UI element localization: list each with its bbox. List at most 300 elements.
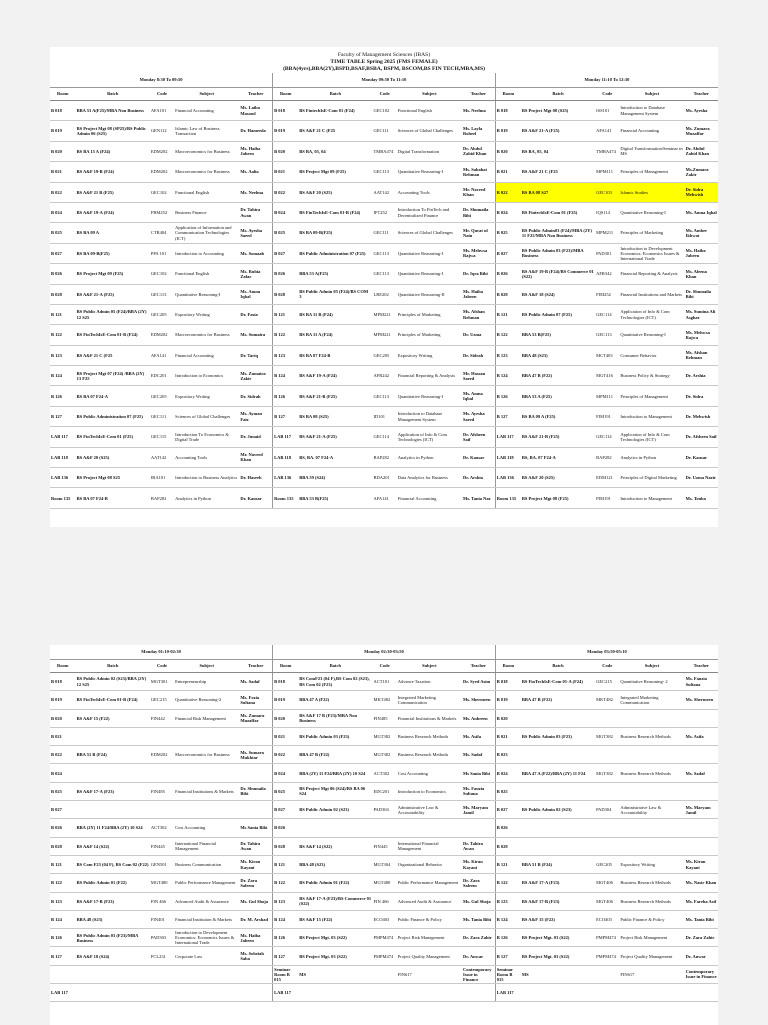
batch-cell: BS A&F 17-A (F23)	[521, 874, 595, 892]
room-cell: B 019	[495, 691, 521, 709]
teacher-cell: Ms. Zumara Muzaffar	[685, 121, 718, 141]
column-header: Code	[595, 660, 619, 673]
batch-cell	[521, 782, 595, 800]
subject-cell: Principles of Management	[619, 162, 684, 182]
batch-cell: BS Public Admin 03 (F23)	[298, 727, 372, 745]
subject-cell: Business Research Methods	[397, 727, 462, 745]
subject-cell: Islamic Law of Business Transaction	[174, 121, 239, 141]
room-cell: B 126	[495, 386, 521, 406]
code-cell	[595, 819, 619, 837]
code-cell: TMBA474	[372, 141, 396, 161]
batch-cell: MS	[298, 965, 372, 983]
subject-cell: Sciences of Global Challenges	[397, 223, 462, 243]
batch-cell	[521, 746, 595, 764]
room-cell: B 020	[273, 709, 299, 727]
batch-cell: BS A&F 21 B (F25)	[76, 182, 150, 202]
table-row	[50, 447, 718, 467]
subject-cell: Consumer Behavior	[619, 345, 684, 365]
room-cell: B 021	[495, 162, 521, 182]
teacher-cell: Ms. Fauzia Sultana	[685, 673, 718, 691]
table-row	[50, 223, 718, 243]
room-cell: B 026	[495, 819, 521, 837]
subject-cell: Business Research Methods	[619, 874, 684, 892]
code-cell: FIN485	[372, 709, 396, 727]
teacher-cell: Ms. Shermeen	[685, 691, 718, 709]
subject-cell: Introduction to Development Economics: Economics Issues & International Trade	[174, 929, 239, 947]
code-cell: GEC205	[150, 304, 174, 324]
day-slot-header: Monday 11:10 To 12:30	[495, 73, 718, 88]
subject-cell: Quantitative Reasoning- 2	[619, 673, 684, 691]
table-row	[50, 764, 718, 782]
teacher-cell: Dr. Shumaila Bibi	[239, 782, 272, 800]
room-cell: B 019	[273, 691, 299, 709]
code-cell: PPA 101	[150, 243, 174, 263]
room-cell: B 020	[50, 709, 76, 727]
teacher-cell: Mr. Naveed Khan	[239, 447, 272, 467]
table-row	[50, 709, 718, 727]
batch-cell: BS Project Mgt. 03 (S22)	[298, 947, 372, 965]
room-cell: B 025	[50, 782, 76, 800]
batch-cell: BS BA 08 S27	[521, 182, 595, 202]
teacher-cell: Dr. Arshia	[685, 366, 718, 386]
room-cell: B 028	[495, 284, 521, 304]
code-cell: EDC201	[150, 366, 174, 386]
subject-cell: Financial Reporting & Analysis	[397, 366, 462, 386]
batch-cell: BS A&F 17-A (F23)/BS Commerce 01 (S22)	[298, 892, 372, 910]
batch-cell: BS Public Admin 05 (F24)/BS COM 3	[298, 284, 372, 304]
table-row	[50, 243, 718, 263]
batch-cell: BS A&F 21-A (F25)	[521, 121, 595, 141]
teacher-cell: Dr. Fasia	[239, 304, 272, 324]
room-cell: B 022	[273, 746, 299, 764]
batch-cell: BS A&F 17-B (F23)	[76, 892, 150, 910]
teacher-cell: Dr. Tariq	[239, 345, 272, 365]
room-cell: B 028	[273, 284, 299, 304]
batch-cell: BS A&F 21-A (F25)	[298, 427, 372, 447]
code-cell: ECO403	[372, 910, 396, 928]
room-cell: B 123	[495, 892, 521, 910]
batch-cell: BS A&F 21-B (F25)	[298, 386, 372, 406]
teacher-cell: Dr. Kausar	[462, 447, 495, 467]
subject-cell	[619, 837, 684, 855]
batch-cell: BS A&F 18 (S24)	[521, 284, 595, 304]
subject-cell: Introduction to Economics	[397, 782, 462, 800]
code-cell: MPM221	[372, 325, 396, 345]
column-header: Teacher	[462, 88, 495, 101]
teacher-cell: Dr. Junaid	[239, 427, 272, 447]
code-cell: EDM202	[150, 141, 174, 161]
code-cell: GEC102	[372, 101, 396, 121]
room-cell: B 121	[273, 855, 299, 873]
teacher-cell	[685, 746, 718, 764]
subject-cell: Quantitative Reasoning-II	[397, 284, 462, 304]
teacher-cell: Ms. Nasir Khan	[685, 874, 718, 892]
teacher-cell: Ms. Zumara Muzaffar	[239, 709, 272, 727]
table-row	[50, 819, 718, 837]
code-cell: GEC113	[372, 243, 396, 263]
batch-cell: BBA (2Y) 11 F24/BBA (2Y) 10 S24	[76, 819, 150, 837]
batch-cell: BS Project Mgt 08 (S25)	[521, 101, 595, 121]
subject-cell: Principles of Marketing	[397, 325, 462, 345]
code-cell: AAT142	[150, 447, 174, 467]
teacher-cell: Ms. Neelma	[239, 182, 272, 202]
room-cell: B 124	[495, 910, 521, 928]
teacher-cell: Ms. Anbreen	[462, 709, 495, 727]
subject-cell: Integrated Marketing Communication	[619, 691, 684, 709]
subject-cell: Business Research Methods	[619, 727, 684, 745]
subject-cell: Administrative Law & Accountability	[397, 801, 462, 819]
teacher-cell: Dr. Tahira Awan	[462, 837, 495, 855]
batch-cell: BS FintechIsE-Com 01 (F24)	[298, 101, 372, 121]
batch-cell	[76, 764, 150, 782]
batch-cell: BS BA 09 A	[76, 223, 150, 243]
room-cell: B 123	[50, 892, 76, 910]
code-cell: AFR342	[595, 264, 619, 284]
teacher-cell: Ms Sania Bibi	[239, 819, 272, 837]
table-row	[50, 673, 718, 691]
table-row	[50, 965, 718, 983]
batch-cell: BS Public Admin 05 (F24)/BBA (2Y) 12 S25	[76, 304, 150, 324]
code-cell: EDM202	[150, 746, 174, 764]
room-cell: LAB 118	[50, 447, 76, 467]
subject-cell: Data Analytics for Business	[397, 468, 462, 488]
teacher-cell: Ms. Ayesha Saeed	[462, 406, 495, 426]
room-cell: B 127	[50, 406, 76, 426]
teacher-cell: Ms. Kiran Kayani	[685, 855, 718, 873]
table-row	[50, 386, 718, 406]
subject-cell: Application of Info & Com Technologies (ICT)	[397, 427, 462, 447]
room-cell: B 122	[273, 325, 299, 345]
code-cell: MPM211	[595, 223, 619, 243]
batch-cell: BS Public Admin 01 (F22)	[298, 874, 372, 892]
code-cell	[150, 984, 174, 1002]
subject-cell: Quantitative Reasoning-I	[174, 284, 239, 304]
batch-cell: BS A&F 20 (S25)	[76, 447, 150, 467]
teacher-cell: Ms. Mehwsa Rajwa	[462, 243, 495, 263]
room-cell: B 123	[50, 345, 76, 365]
batch-cell: BS Public Admin 01 (F22)	[76, 874, 150, 892]
room-cell: B 024	[273, 202, 299, 222]
subject-cell: Introduction to Management	[619, 488, 684, 508]
teacher-cell: Dr. Sidrah	[239, 386, 272, 406]
subject-cell: Financial Risk Management	[174, 709, 239, 727]
table-row	[50, 304, 718, 324]
code-cell: FIN485	[150, 782, 174, 800]
day-slot-header: Monday 02:30-03:50	[273, 645, 496, 660]
column-header: Room	[50, 660, 76, 673]
teacher-cell	[685, 782, 718, 800]
code-cell: GEC113	[372, 162, 396, 182]
subject-cell: Macroeconomics for Business	[174, 162, 239, 182]
code-cell: MCT403	[595, 345, 619, 365]
teacher-cell: Ms. Gul Shoja	[239, 892, 272, 910]
batch-cell	[521, 819, 595, 837]
batch-cell: BBA 48 (S23)	[298, 855, 372, 873]
subject-cell: Organizational Behavior	[397, 855, 462, 873]
code-cell: PMPM474	[595, 947, 619, 965]
column-header: Batch	[76, 660, 150, 673]
batch-cell	[521, 984, 595, 1002]
room-cell: B 021	[50, 727, 76, 745]
code-cell: EDC201	[372, 782, 396, 800]
code-cell: MGT406	[595, 892, 619, 910]
code-cell: PAD304	[372, 801, 396, 819]
table-row	[50, 366, 718, 386]
code-cell: FIN 466	[150, 892, 174, 910]
subject-cell: Financial Institutions & Markets	[397, 709, 462, 727]
teacher-cell: Ms. Sumina Ali Asghar	[685, 304, 718, 324]
code-cell	[595, 965, 619, 983]
room-cell: B 027	[273, 243, 299, 263]
batch-cell: BS Public Admin 03 (F23)/MBA Business	[76, 929, 150, 947]
batch-cell: BBA 51 B (F24)	[521, 855, 595, 873]
teacher-cell: Ms. Fareha Asif	[685, 892, 718, 910]
teacher-cell: Dr. Zara Saleem	[239, 874, 272, 892]
teacher-cell	[239, 764, 272, 782]
batch-cell: BS A&F 14 (S22)	[298, 837, 372, 855]
code-cell: GEC205	[150, 386, 174, 406]
code-cell: EDM121	[595, 468, 619, 488]
batch-cell	[76, 727, 150, 745]
column-header: Subject	[397, 88, 462, 101]
column-header: Subject	[174, 88, 239, 101]
batch-cell: BS A&F 20 (S25)	[521, 468, 595, 488]
batch-cell: BS A&F 14 (S22)	[76, 837, 150, 855]
teacher-cell: Ms. Sobeiah Saba	[239, 947, 272, 965]
room-cell: B 127	[50, 947, 76, 965]
teacher-cell: Ms. Sumaira	[239, 325, 272, 345]
room-cell: B 126	[50, 386, 76, 406]
code-cell: MGT382	[372, 746, 396, 764]
subject-cell: Public Finance & Policy	[397, 910, 462, 928]
day-header-row	[50, 73, 718, 88]
room-cell: B 021	[273, 727, 299, 745]
day-header-row	[50, 645, 718, 660]
teacher-cell: Dr. Zara Zahir	[462, 929, 495, 947]
room-cell: B 024	[50, 764, 76, 782]
subject-cell: International Financial Management	[174, 837, 239, 855]
subject-cell: Financial Accounting	[174, 101, 239, 121]
column-header: Subject	[397, 660, 462, 673]
code-cell: BAP282	[150, 488, 174, 508]
subject-cell: Introduction to Database Management System	[619, 101, 684, 121]
room-cell: B 025	[273, 782, 299, 800]
code-cell: IFT252	[372, 202, 396, 222]
code-cell: PIM191	[595, 488, 619, 508]
room-cell: LAB 118	[495, 447, 521, 467]
teacher-cell: Ms. Ayesha Saeed	[239, 223, 272, 243]
subject-cell: Advanced Audit & Assurance	[397, 892, 462, 910]
table-row	[50, 727, 718, 745]
teacher-cell: Dr. Shumaila Bibi	[685, 284, 718, 304]
code-cell: FIM252	[595, 284, 619, 304]
room-cell: B 020	[273, 141, 299, 161]
teacher-cell: Ms. Maryam Jamil	[685, 801, 718, 819]
room-cell: B 021	[50, 162, 76, 182]
code-cell: PAD304	[595, 801, 619, 819]
batch-cell: BS A&F 19-B (F24)/BS Commerce 01 (S22)	[521, 264, 595, 284]
teacher-cell: Ms. Kiran Kayani	[462, 855, 495, 873]
batch-cell: BS BA, 05, 04	[298, 141, 372, 161]
teacher-cell: Ms. Aalia	[239, 162, 272, 182]
subject-cell: Business Research Methods	[619, 764, 684, 782]
column-header-row	[50, 88, 718, 101]
room-cell: Room 135	[273, 488, 299, 508]
teacher-cell: Dr. Uzma	[462, 325, 495, 345]
subject-cell	[174, 965, 239, 983]
code-cell	[595, 984, 619, 1002]
subject-cell	[174, 727, 239, 745]
subject-cell: Business Research Methods	[619, 892, 684, 910]
batch-cell: BS Public Admin 07 (F25)	[521, 304, 595, 324]
room-cell: B 027	[495, 243, 521, 263]
column-header: Code	[372, 660, 396, 673]
batch-cell	[76, 984, 150, 1002]
subject-cell: Project Quality Management	[619, 947, 684, 965]
teacher-cell: Ms. Shermeen	[462, 691, 495, 709]
code-cell	[595, 837, 619, 855]
table-row	[50, 488, 718, 508]
teacher-cell	[239, 801, 272, 819]
code-cell: MPM111	[595, 386, 619, 406]
code-cell: FIN401	[150, 910, 174, 928]
teacher-cell: Mr. Hassan Saeed	[462, 366, 495, 386]
room-cell: LAB 117	[273, 984, 299, 1002]
subject-cell: Financial Accounting	[174, 345, 239, 365]
subject-cell	[174, 984, 239, 1002]
column-header: Batch	[76, 88, 150, 101]
table-row	[50, 121, 718, 141]
room-cell: B 127	[495, 406, 521, 426]
code-cell: MPM221	[372, 304, 396, 324]
subject-cell: Digital Transformation/Seminar in MS	[619, 141, 684, 161]
subject-cell: Sciences of Global Challenges	[397, 121, 462, 141]
batch-cell: BS BA 07 F24-B	[76, 488, 150, 508]
column-header: Batch	[298, 660, 372, 673]
batch-cell	[298, 984, 372, 1002]
batch-cell: BS A&F 17 B (F23)/MBA Non Business	[298, 709, 372, 727]
teacher-cell: Dr. Abdul Zahid Khan	[685, 141, 718, 161]
batch-cell: BS A&F 21 C (F25	[76, 345, 150, 365]
subject-cell: Cost Accounting	[397, 764, 462, 782]
timetable-title: TIME TABLE Spring 2025 (FMS FEMALE)	[330, 59, 438, 65]
day-slot-header: Monday 09:50 To 11:10	[273, 73, 496, 88]
subject-cell: Integrated Marketing Communication	[397, 691, 462, 709]
batch-cell: BBA 48 (S23)	[76, 910, 150, 928]
room-cell	[50, 965, 76, 983]
table-row	[50, 782, 718, 800]
batch-cell: BS A&F 19-B (F24)	[76, 162, 150, 182]
room-cell: B 026	[273, 819, 299, 837]
subject-cell: Introduction to Accounting	[174, 243, 239, 263]
teacher-cell: Ms. Amna Iqbal	[685, 202, 718, 222]
batch-cell: BS ComF23 (04 F),BS Com 02 (S23), BS Com 02 (F23)	[298, 673, 372, 691]
teacher-cell: Ms. Rubia Zafar	[239, 264, 272, 284]
teacher-cell: Dr. Sidrah	[462, 345, 495, 365]
teacher-cell: Ms. Haiba Jabeen	[685, 243, 718, 263]
room-cell: Seminar Room B 015	[273, 965, 299, 983]
batch-cell: BS Project Mgt 07 (F24) /BBA (2Y) 13 F25	[76, 366, 150, 386]
subject-cell: Introduction to Database Management System	[397, 406, 462, 426]
code-cell: LBE202	[372, 284, 396, 304]
table-row	[50, 141, 718, 161]
batch-cell: BBA 53 B(F25)	[521, 325, 595, 345]
code-cell: AFA141	[595, 121, 619, 141]
teacher-cell	[239, 727, 272, 745]
teacher-cell: Ms. Sadaf	[239, 673, 272, 691]
table-row	[50, 182, 718, 202]
batch-cell: BS Project Mgt. 03 (S22)	[521, 929, 595, 947]
room-cell: LAB 136	[273, 468, 299, 488]
subject-cell: Introduction To Economics & Digital Trade	[174, 427, 239, 447]
teacher-cell: Ms. Amber Ikhwat	[685, 223, 718, 243]
code-cell: MGT480	[150, 874, 174, 892]
room-cell: LAB 118	[273, 447, 299, 467]
batch-cell: BBA 47 B (F22)	[521, 691, 595, 709]
room-cell: LAB 136	[50, 468, 76, 488]
batch-cell: BS Public Administration 07 (F25)	[298, 243, 372, 263]
column-header: Teacher	[462, 660, 495, 673]
code-cell	[150, 801, 174, 819]
room-cell: B 122	[495, 325, 521, 345]
room-cell: B 025	[50, 223, 76, 243]
subject-cell	[619, 746, 684, 764]
subject-cell: Business Communication	[174, 855, 239, 873]
room-cell: B 028	[495, 837, 521, 855]
room-cell: LAB 136	[495, 468, 521, 488]
table-row	[50, 947, 718, 965]
code-cell: FIN442	[150, 709, 174, 727]
batch-cell: BS BA 11 A (F24)	[298, 325, 372, 345]
teacher-cell: Ms. Sabahat Rehman	[462, 162, 495, 182]
room-cell: B 123	[495, 345, 521, 365]
column-header: Batch	[521, 88, 595, 101]
room-cell: B 124	[495, 366, 521, 386]
batch-cell	[76, 965, 150, 983]
teacher-cell: Dr. M. Arshad	[239, 910, 272, 928]
code-cell	[595, 746, 619, 764]
code-cell: IQS114	[595, 202, 619, 222]
batch-cell: BS Project Mgt 09 (F25)	[76, 264, 150, 284]
subject-cell: Public Performance Management	[397, 874, 462, 892]
subject-cell	[174, 764, 239, 782]
teacher-cell: Dr. Sidra	[685, 386, 718, 406]
room-cell: B 027	[495, 801, 521, 819]
table-row	[50, 427, 718, 447]
subject-cell: Application of Info & Com Technologies (ICT)	[619, 427, 684, 447]
subject-cell: Introduction To FinTech and Decentralized Finance	[397, 202, 462, 222]
room-cell: B 018	[273, 101, 299, 121]
subject-cell: Expository Writing	[619, 855, 684, 873]
code-cell: MKT482	[595, 691, 619, 709]
subject-cell: Financial Institutions & Markets	[174, 782, 239, 800]
subject-cell: Public Finance & Policy	[619, 910, 684, 928]
subject-cell: Cost Accounting	[174, 819, 239, 837]
subject-cell: Functional English	[174, 182, 239, 202]
code-cell: IBA101	[150, 468, 174, 488]
batch-cell: BS FinTechIsE-Com 01-B (F24)	[298, 202, 372, 222]
code-cell: GEC102	[150, 264, 174, 284]
teacher-cell: Dr. Sidra Mehwish	[685, 182, 718, 202]
batch-cell: BS FinTechIsE-Com 01-B (F24)	[76, 691, 150, 709]
batch-cell: BS BA 09 A (F25)	[521, 406, 595, 426]
subject-cell: Principles of Management	[619, 386, 684, 406]
subject-cell: Functional English	[174, 264, 239, 284]
column-header: Code	[150, 88, 174, 101]
room-cell: B 019	[50, 691, 76, 709]
subject-cell: Financial Institutions and Markets	[619, 284, 684, 304]
code-cell: BAP282	[595, 447, 619, 467]
